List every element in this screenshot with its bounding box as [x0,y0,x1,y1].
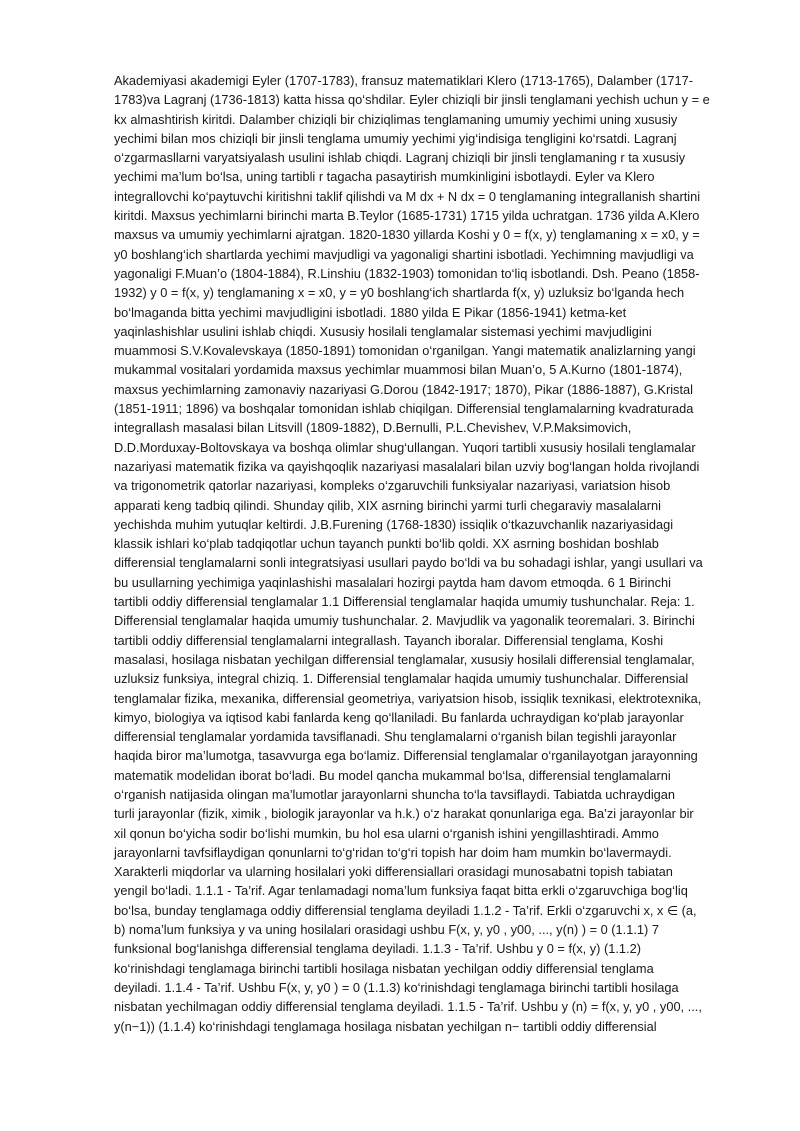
text-line: haqida biror ma’lumotga, tasavvurga ega bo‘lamiz. Differensial tenglamalar o‘rganilayotgan jarayonning [114,748,698,764]
text-line: yechimi bilan mos chiziqli bir jinsli tenglama umumiy yechimi yig‘indisiga tengligini ko‘rsatdi. Lagranj [114,130,677,146]
text-line: klassik ishlari ko‘plab tadqiqotlar uchun tayanch punkti bo‘lib qoldi. XX asrning boshidan boshlab [114,536,659,552]
text-line: 1783)va Lagranj (1736-1813) katta hissa qo‘shdilar. Eyler chiziqli bir jinsli tenglamani yechish uchun y = e [114,92,710,108]
text-line: turli jarayonlar (fizik, ximik , biologik jarayonlar va h.k.) o‘z harakat qonunlariga ega. Ba’zi jarayonlar bir [114,806,694,822]
text-line: y0 boshlang‘ich shartlarda yechimi mavjudligi va yagonaligi shartini isbotladi. Yechimning mavjudligi va [114,246,694,262]
text-line: b) noma’lum funksiya y va uning hosilalari orasidagi ushbu F(x, y, y0 , y00, ..., y(n) ) = 0 (1.1.1) 7 [114,922,659,938]
text-line: nisbatan yechilmagan oddiy differensial tenglama deyiladi. 1.1.5 - Ta’rif. Ushbu y (n) = f(x, y, y0 , y00, ..., [114,999,702,1015]
text-line: D.D.Morduxay-Boltovskaya va boshqa olimlar shug‘ullangan. Yuqori tartibli xususiy hosilali tenglamalar [114,439,696,455]
text-line: kimyo, biologiya va iqtisod kabi fanlarda keng qo‘llaniladi. Bu fanlarda uchraydigan ko‘plab jarayonlar [114,709,684,725]
text-line: kiritdi. Maxsus yechimlarni birinchi marta B.Teylor (1685-1731) 1715 yilda uchratgan. 1736 yilda A.Klero [114,208,700,224]
text-line: jarayonlarni tavfsiflaydigan qonunlarni to‘g‘ridan to‘g‘ri topish har doim ham mumkin bo‘lavermaydi. [114,844,672,860]
text-line: masalasi, hosilaga nisbatan yechilgan differensial tenglamalar, xususiy hosilali differensial tenglamalar, [114,651,695,667]
text-line: xil qonun bo‘yicha sodir bo‘lishi mumkin, bu hol esa ularni o‘rganish ishini yengillashtiradi. Ammo [114,825,659,841]
text-line: differensial tenglamalarni sonli integratsiyasi usullari paydo bo‘ldi va bu sohadagi ishlar, yangi usullari va [114,555,703,571]
text-line: bo‘lsa, bunday tenglamaga oddiy differensial tenglama deyiladi 1.1.2 - Ta’rif. Erkli o‘zgaruvchi x, x ∈ (a, [114,902,697,918]
text-line: maxsus yechimlarning zamonaviy nazariyasi G.Dorou (1842-1917; 1870), Pikar (1886-1887), G.Kristal [114,381,693,397]
text-line: muammosi S.V.Kovalevskaya (1850-1891) tomonidan o‘rganilgan. Yangi matematik analizlarning yangi [114,343,696,359]
text-line: yechimi ma’lum bo‘lsa, uning tartibli r tagacha pasaytirish mumkinligini isbotlaydi. Eyler va Klero [114,169,655,185]
text-line: yaqinlashishlar usulini ishlab chiqdi. Xususiy hosilali tenglamalar sistemasi yechimi mavjudligini [114,323,652,339]
text-line: o‘rganish natijasida olingan ma’lumotlar jarayonlarni shuncha to‘la tavsiflaydi. Tabiatda uchraydigan [114,786,676,802]
document-page [114,71,746,1036]
text-line: yengil bo‘ladi. 1.1.1 - Ta’rif. Agar tenlamadagi noma’lum funksiya faqat bitta erkli o‘zgaruvchiga bog‘liq [114,883,688,899]
text-line: 1932) y 0 = f(x, y) tenglamaning x = x0, y = y0 boshlang‘ich shartlarda f(x, y) uzluksiz bo‘lganda hech [114,285,685,301]
text-line: nazariyasi matematik fizika va qayishqoqlik nazariyasi masalalari bilan uzviy bog‘langan holda rivojlandi [114,458,700,474]
text-line: funksional bog‘lanishga differensial tenglama deyiladi. 1.1.3 - Ta’rif. Ushbu y 0 = f(x, y) (1.1.2) [114,941,641,957]
text-line: tartibli oddiy differensial tenglamalar 1.1 Differensial tenglamalar haqida umumiy tushunchalar. Reja: 1. [114,594,695,610]
text-line: ko‘rinishdagi tenglamaga birinchi tartibli hosilaga nisbatan yechilgan oddiy differensial tenglama [114,960,654,976]
text-line: bo‘lmaganda bitta yechimi mavjudligini isbotladi. 1880 yilda E Pikar (1856-1941) ketma-ket [114,304,627,320]
text-line: apparati keng tadbiq qilindi. Shunday qilib, XIX asrning birinchi yarmi turli chegaraviy masalalarni [114,497,661,513]
text-line: maxsus va umumiy yechimlarni ajratgan. 1820-1830 yillarda Koshi y 0 = f(x, y) tenglamaning x = x0, y = [114,227,700,243]
text-line: va trigonometrik qatorlar nazariyasi, kompleks o‘zgaruvchili funksiyalar nazariyasi, variatsion hisob [114,478,671,494]
text-line: matematik modelidan iborat bo‘ladi. Bu model qancha mukammal bo‘lsa, differensial tenglamalarni [114,767,671,783]
text-line: Differensial tenglamalar haqida umumiy tushunchalar. 2. Mavjudlik va yagonalik teoremalari. 3. Birinchi [114,613,695,629]
text-line: uzluksiz funksiya, integral chiziq. 1. Differensial tenglamalar haqida umumiy tushunchalar. Differensial [114,671,689,687]
text-line: yechishda muhim yutuqlar keltirdi. J.B.Furening (1768-1830) issiqlik o‘tkazuvchanlik nazariyasidagi [114,516,674,532]
text-line: deyiladi. 1.1.4 - Ta’rif. Ushbu F(x, y, y0 ) = 0 (1.1.3) ko‘rinishdagi tenglamaga birinchi tartibli hosilaga [114,979,679,995]
text-line: mukammal vositalari yordamida maxsus yechimlar muammosi bilan Muan’o, 5 A.Kurno (1801-1874), [114,362,683,378]
text-line: (1851-1911; 1896) va boshqalar tomonidan ishlab chiqilgan. Differensial tenglamalarning kvadraturada [114,401,694,417]
text-line: differensial tenglamalar yordamida tavsiflanadi. Shu tenglamalarni o‘rganish bilan tegishli jarayonlar [114,729,677,745]
text-line: Akademiyasi akademigi Eyler (1707-1783), fransuz matematiklari Klero (1713-1765), Dalamber (1717- [114,73,693,88]
text-line: tenglamalar fizika, mexanika, differensial geometriya, variyatsion hisob, issiqlik texnikasi, elektrotexnika, [114,690,702,706]
text-line: o‘zgarmasllarni varyatsiyalash usulini ishlab chiqdi. Lagranj chiziqli bir jinsli tenglamaning r ta xususiy [114,150,686,166]
text-line: yagonaligi F.Muan’o (1804-1884), R.Linshiu (1832-1903) tomonidan to‘liq isbotlandi. Dsh. Peano (1858- [114,265,700,281]
text-line: kx almashtirish kiritdi. Dalamber chiziqli bir chiziqlimas tenglamaning umumiy yechimi uning xususiy [114,111,678,127]
text-line: Xarakterli miqdorlar va ularning hosilalari yoki differensiallari orasidagi munosabatni topish tabiatan [114,864,673,880]
text-line: integrallash masalasi bilan Litsvill (1809-1882), D.Bernulli, P.L.Chevishev, V.P.Maksimovich, [114,420,632,436]
text-line: y(n−1)) (1.1.4) ko‘rinishdagi tenglamaga hosilaga nisbatan yechilgan n− tartibli oddiy differensial [114,1018,657,1034]
text-line: bu usullarning yechimiga yaqinlashishi masalalari hozirgi paytda ham davom etmoqda. 6 1 Birinchi [114,574,671,590]
text-line: integrallovchi ko‘paytuvchi kiritishni taklif qilishdi va M dx + N dx = 0 tenglamaning integrallanish shartini [114,188,701,204]
text-line: tartibli oddiy differensial tenglamalarni integrallash. Tayanch iboralar. Differensial tenglama, Koshi [114,632,664,648]
